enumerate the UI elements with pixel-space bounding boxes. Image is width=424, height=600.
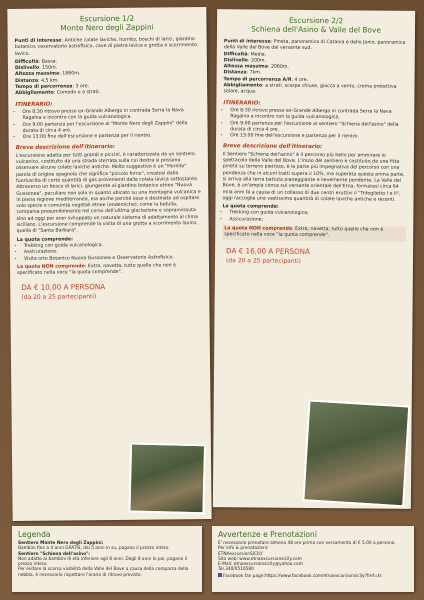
list-item: • Ore 9:00 partenza per l'escursione al sentiero "Schiena dell'asino" della durata di circa 4 ore. — [230, 121, 407, 135]
price-tag: DA € 10,00 A PERSONA (da 20 a 25 partecipanti) — [21, 282, 106, 302]
description-text: L'escursione adatta per tutti grandi e piccini, è caratterizzata da un sentiero vulcanico, costituito da una strada sterrata sulla cui destra si possono osservare alcune colate laviche antiche. Molto suggestivo è un "Hornito" parola di origine spagnola che significa "piccolo forno", creatosi dalla fuoriuscita di certe quantità di gas provenienti dalla colata lavica sottostante. Attraverso un bosco di larici, giungerete al giardino botanico etneo "Nuova Gussonea", peculiare non solo in quanto ubicato su una montagna vulcanica e in piena regione mediterranea, ma anche perché esso è destinato ad ospitare solo specie e comunità vegetali etnee (endemiche), come la betulla, comparsa presumibilmente nel corso dell'ultima glaciazione e sopravvissuta sino ad oggi per aver sviluppato un naturale sistema di adattamento al clima siciliano. L'escursione comprende la visita di una grotta a scorrimento lavico, quella di "Santa Barbara". — [15, 151, 201, 235]
photo-image — [302, 399, 410, 507]
list-item: • Visita orto Botanico Nuova Gussonea e Osservatorio Astrofisico. — [24, 255, 202, 263]
quota-list — [222, 211, 406, 225]
quota-heading: La quota comprende: — [222, 204, 279, 210]
list-item: • Assicurazione. — [24, 248, 202, 256]
legenda-title: Legenda — [18, 530, 51, 539]
avvertenze-title: Avvertenze e Prenotazioni — [218, 530, 317, 539]
list-item: • Trekking con guida vulcanologica. — [24, 242, 202, 250]
itinerary-list — [223, 108, 407, 141]
list-item: • Ore 13:00 fine dell'escursione e partenza per il rientro. — [23, 133, 201, 141]
facebook-link[interactable]: Facebook fan page:https://www.facebook.com/etnaexcursionsicily?fref=ts — [218, 573, 408, 579]
excursion-1-card — [7, 7, 211, 521]
phone-text: Tel.340/0516580 — [218, 567, 254, 573]
list-item: • Trekking con guida vulcanologica; — [229, 211, 406, 219]
excursion-2-body: Punti di interesse: Pineta, panoramica di Catania e dello Jonio, panoramica della Valle del Bove dal versante sud. Difficoltà: Media. Dislivello: 200m. Altezza massima: 2060m. Distanza: 7km. Tempo di percorrenza A/R: 4 ore. Abbigliamento: a strati, scarpe chiuse, giacca a vento, crema protettiva solare, acqua. ITINERARIO: • Ore 8:30 ritrovo presso ex-Grande Albergo in contrada Serra la Nava Ragalna e incontro con la guida vulcanologica. • Ore 9:00 partenza per l'escursione al sentiero "Schiena dell'asino" della durata di circa 4 ore. • Ore 13:00 fine dell'escursione e partenza per il rientro. Breve descrizione dell'itinerario: Il Sentiero "Schiena dell'asino" è il percorso più bello per ammirare lo spettacolo della Valle del Bove. L'inizio del sentiero è costituito da una fitta pineta su terreno pietroso, è la parte più impegnativa del percorso con una pendenza che in alcuni tratti supera il 10%, ma superata questa prima parte, si arriva alla terra battuta pianeggiante e lievemente pendente. La Valle del Bove, è un'ampia conca sul versante orientale dell'Etna, formatasi circa 64 mila anni fa a causa di un collasso di due centri eruttivi il "Trifoglietto I e II", oggi raccoglie una vastissima quantità di colate laviche antiche e recenti. La quota comprende: • Trekking con guida vulcanologica; • Assicurazione; La quota NON comprende: Extra, navetta, tutto quello che non è specificato nella voce "la quota comprende". DA € 16,00 A PERSONA (da 20 a 25 partecipanti) — [215, 39, 415, 266]
list-item: • Ore 8:30 ritrovo presso ex-Grande Albergo in contrada Serra la Nava Ragalna e incontro con la guida vulcanologica. — [230, 108, 407, 122]
itinerary-heading: ITINERARIO: — [15, 101, 53, 108]
quota-list — [17, 242, 202, 263]
email-link[interactable]: E-Mail: etnaexcursionsicily@yahoo.com — [218, 562, 303, 568]
list-item: • Ore 13:00 fine dell'escursione e partenza per il rientro. — [230, 133, 407, 141]
avvertenze-card: Avvertenze e Prenotazioni E' necessario prenotare almeno 48 ore prima con versamento di € 5,00 a persona. Per info & prenotazioni: ETNAexcursionSICILY Sito web: www.etnaexcursionsicily.com E-Mail: etnaexcursionsicily@yahoo.com Tel.340/0516580 Facebook fan page:https://www.facebook.com/etnaexcursionsicily?fref=ts — [212, 526, 414, 592]
list-item: • Ore 8:30 ritrovo presso ex-Grande Albergo in contrada Serra la Nava Ragalna e incontro con la guida vulcanologica. — [22, 108, 200, 122]
photo-image — [128, 442, 206, 514]
itinerary-list — [15, 108, 200, 141]
description-heading: Breve descrizione dell'itinerario: — [15, 144, 116, 152]
excursion-2-card — [213, 9, 415, 509]
itinerary-heading: ITINERARIO: — [223, 99, 261, 107]
facebook-icon — [218, 573, 222, 577]
list-item: • Assicurazione; — [229, 217, 406, 225]
price-tag: DA € 16,00 A PERSONA (da 20 a 25 partecipanti) — [225, 245, 311, 265]
excursion-1-title: Escursione 1/2 Monte Nero degli Zappini — [60, 13, 154, 33]
website-link[interactable]: Sito web: www.etnaexcursionsicily.com — [218, 556, 302, 562]
quota-heading: La quota comprende: — [16, 236, 73, 243]
legenda-card: Legenda Sentiero Monte Nero degli Zappini: Bambini fino a 4 anni GRATIS, dai 5 anni in su, pagano il prezzo intero. Sentiero "Schiena dell'asino": Non adatto ai bambini di età inferiore agli 8 anni. Dagli 8 anni in poi, pagano il prezzo intero. Per evitare la scarsa visibilità della Valle del Bove a causa della comparsa della nebbia, è necessario rispettare l'orario di ritrovo previsto. — [12, 526, 202, 592]
description-text: Il Sentiero "Schiena dell'asino" è il percorso più bello per ammirare lo spettacolo della Valle del Bove. L'inizio del sentiero è costituito da una fitta pineta su terreno pietroso, è la parte più impegnativa del percorso con una pendenza che in alcuni tratti supera il 10%, ma superata questa prima parte, si arriva alla terra battuta pianeggiante e lievemente pendente. La Valle del Bove, è un'ampia conca sul versante orientale dell'Etna, formatasi circa 64 mila anni fa a causa di un collasso di due centri eruttivi il "Trifoglietto I e II", oggi raccoglie una vastissima quantità di colate laviche antiche e recenti. — [222, 151, 405, 203]
list-item: • Ore 9:00 partenza per l'escursione al "Monte Nero degli Zappini" della durata di circa 4 ore. — [23, 121, 201, 135]
excursion-2-title: Escursione 2/2 Schiena dell'Asino & Valle del Bove — [251, 15, 381, 35]
description-heading: Breve descrizione dell'itinerario: — [222, 143, 323, 151]
excursion-1-body: Punti di interesse: Antiche colate laviche, hornito, boschi di larici, giardino botanico, osservatorio astrofisico, cave di pietra lavica e grotta a scorrimento lavico. Difficoltà: Bassa. Dislivello: 150m. Altezza massima: 1860m. Distanza: 4,5 km. Tempo di percorrenza: 3 ore. Abbigliamento: Comodo e a strati. ITINERARIO: • Ore 8:30 ritrovo presso ex-Grande Albergo in contrada Serra la Nava Ragalna e incontro con la guida vulcanologica. • Ore 9:00 partenza per l'escursione al "Monte Nero degli Zappini" della durata di circa 4 ore. • Ore 13:00 fine dell'escursione e partenza per il rientro. Breve descrizione dell'itinerario: L'escursione adatta per tutti grandi e piccini, è caratterizzata da un sentiero vulcanico, costituito da una strada sterrata sulla cui destra si possono osservare alcune colate laviche antiche. Molto suggestivo è un "Hornito" parola di origine spagnola che significa "piccolo forno", creatosi dalla fuoriuscita di certe quantità di gas provenienti dalla colata lavica sottostante. Attraverso un bosco di larici, giungerete al giardino botanico etneo "Nuova Gussonea", peculiare non solo in quanto ubicato su una montagna vulcanica e in piena regione mediterranea, ma anche perché esso è destinato ad ospitare solo specie e comunità vegetali etnee (endemiche), come la betulla, comparsa presumibilmente nel corso dell'ultima glaciazione e sopravvissuta sino ad oggi per aver sviluppato un naturale sistema di adattamento al clima siciliano. L'escursione comprende la visita di una grotta a scorrimento lavico, quella di "Santa Barbara". La quota comprende: • Trekking con guida vulcanologica. • Assicurazione. • Visita orto Botanico Nuova Gussonea e Osservatorio Astrofisico. La quota NON comprende: Extra, navetta, tutto quello che non è specificato nella voce "la quota comprende". DA € 10,00 A PERSONA (da 20 a 25 partecipanti) — [8, 37, 210, 302]
